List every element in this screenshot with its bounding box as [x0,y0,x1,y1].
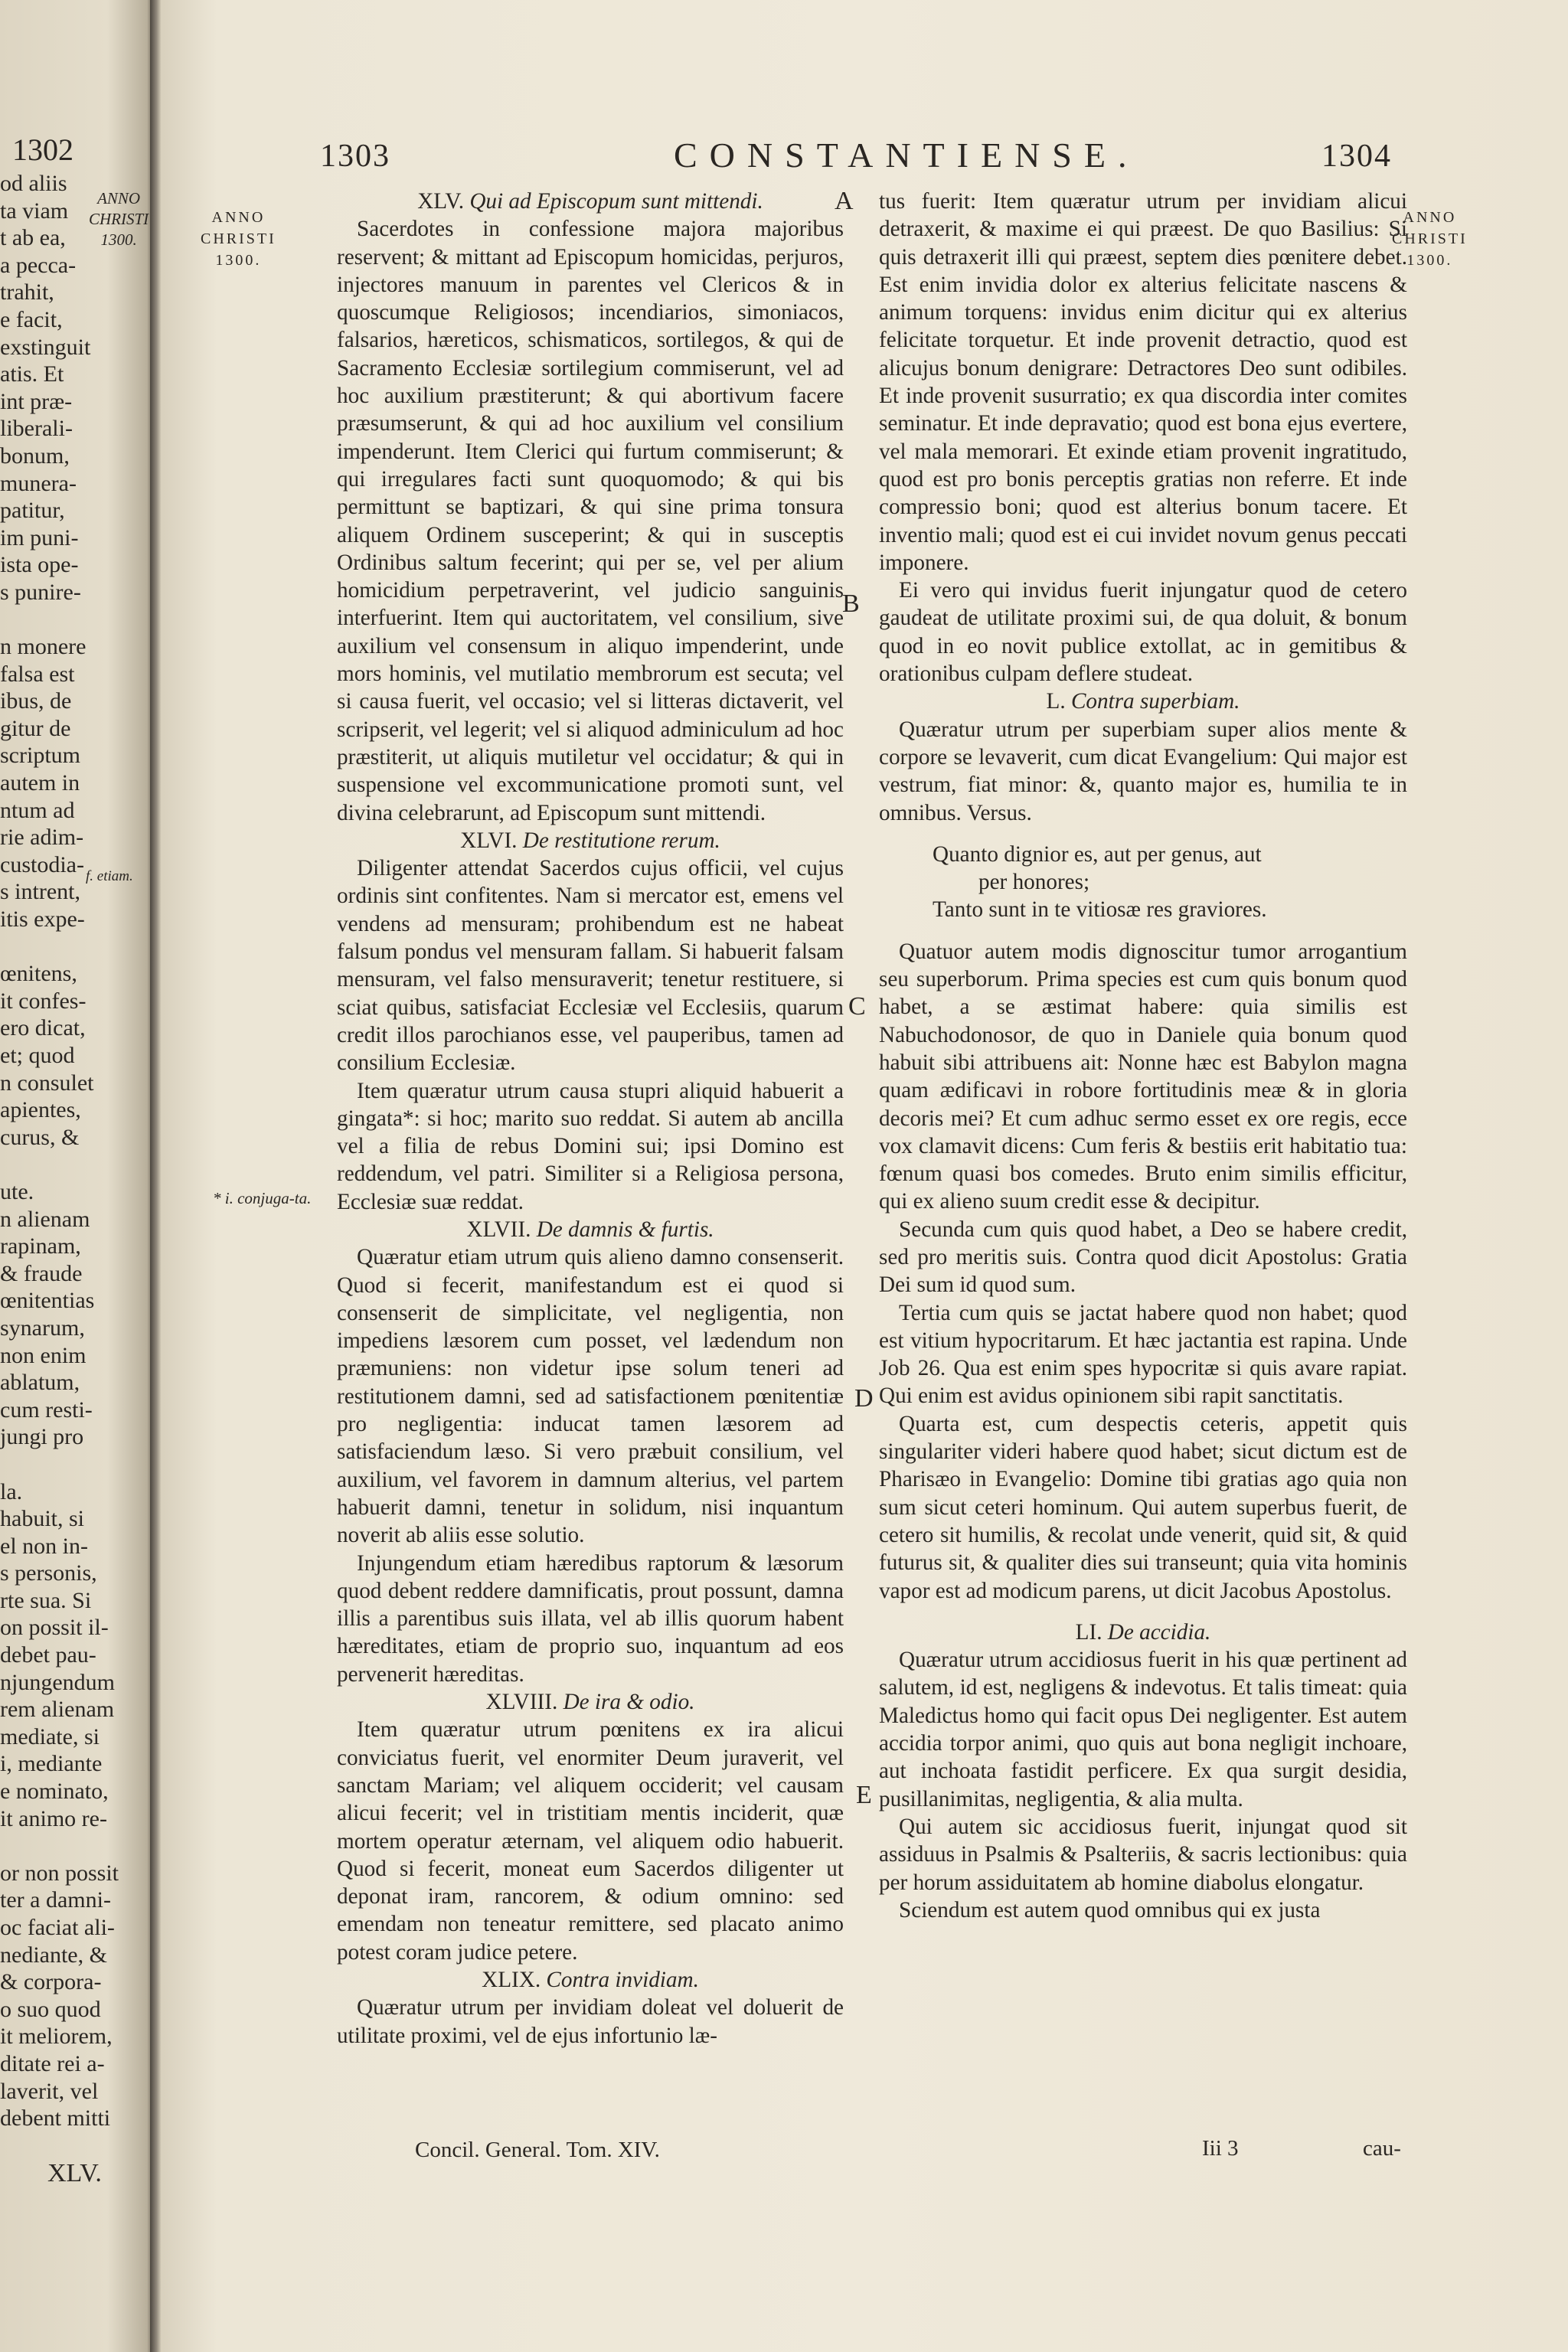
previous-page-line [0,606,145,634]
previous-page-line: falsa est [0,661,75,687]
previous-page-line: custodia- [0,851,84,877]
previous-page-line: el non in- [0,1533,88,1559]
paragraph: Injungendum etiam hæredibus raptorum & læsorum quod debent reddere damnificatis, prout possunt, damna illis a parentibus suis illata, vel ab illis quorum habent hæreditates, etiam de proprio suo, inquantum ad eos pervenerit hæreditas. [337,1550,844,1687]
previous-page-line: & corpora- [0,1969,102,1995]
previous-page-line: it animo re- [0,1805,107,1831]
previous-page-line: exstinguit [0,334,91,360]
previous-page-line: s intrent, [0,879,80,905]
right-text-column [879,188,1407,1924]
section-letter-a: A [835,187,854,215]
previous-page-line: debent mitti [0,2105,111,2132]
previous-page-footer: XLV. [47,2159,102,2187]
paragraph: Secunda cum quis quod habet, a Deo se habere credit, sed pro meritis suis. Contra quod dicit Apostolus: Gratia Dei sum id quod sum. [879,1217,1407,1298]
previous-page-note: f. etiam. [86,868,133,884]
previous-page-line: n alienam [0,1206,90,1232]
previous-page-line: synarum, [0,1315,85,1341]
previous-page-line: e nominato, [0,1779,109,1805]
left-page-number: 1303 [320,139,390,174]
anno-christi-left: ANNO CHRISTI 1300. [201,209,276,269]
previous-page-line: im puni- [0,524,79,550]
previous-page-line: mediate, si [0,1723,100,1749]
running-title: CONSTANTIENSE. [674,136,1139,175]
previous-page-line: non enim [0,1342,87,1368]
paragraph: tus fuerit: Item quæratur utrum per invidiam alicui detraxerit, & maxime ei qui præest. De quo Basilius: Si quis detraxerit illi qui præest, septem dies pœnitere debet. Est enim invidia dolor ex alterius felicitate nascens & animum torquens: invidus enim dicitur qui ex alterius felicitate torquetur. Et inde provenit detractio, quod est alicujus bonum denigrare: Detractores Deo sunt odibiles. Et inde provenit susurratio; ex qua discordia inter comites seminatur. Et inde depravatio; quod est bona ejus evertere, vel mala memorari. Et exinde etiam provenit ingratitudo, quod est pro bonis perceptis gratias non referre. Et inde compressio boni; quod est alterius bonum tacere. Et inventio mali; quod est ei cui invidet novum genus peccati imponere. [879,189,1407,575]
chapter-heading-50: L. Contra superbiam. [1046,689,1240,714]
signature-mark: Iii 3 [1202,2136,1239,2161]
anno-christi-right: ANNO CHRISTI 1300. [1392,209,1468,269]
chapter-heading-45: XLV. Qui ad Episcopum sunt mittendi. [417,189,763,214]
previous-page-line: debet pau- [0,1642,96,1668]
previous-page-line: a pecca- [0,252,77,278]
paragraph: Quatuor autem modis dignoscitur tumor arrogantium seu superborum. Prima species est cum quis bonum quod habet, a se æstimat habere: quia similis est Nabuchodonosor, de quo in Daniele quia bonum quod habuit sibi attribuens ait: Nonne hæc est Babylon magna quam ædificavi in robore fortitudinis meæ & in gloria decoris mei? Et cum adhuc sermo esset ex ore regis, ecce vox clamavit dicens: Cum feris & bestiis erit habitatio tua: fœnum quasi bos comedes. Bruto enim similis efficitur, qui ex alieno suum credit esse & decipitur. [879,939,1407,1214]
previous-page-line: rte sua. Si [0,1587,92,1613]
paragraph: Sciendum est autem quod omnibus qui ex justa [899,1897,1321,1922]
previous-page-line: n consulet [0,1070,94,1096]
previous-page-line: ditate rei a- [0,2050,105,2076]
previous-page-line [0,933,145,961]
previous-page-line: gitur de [0,715,71,741]
previous-page-line: rie adim- [0,825,84,851]
paragraph: Sacerdotes in confessione majora majoribus reservent; & mittant ad Episcopum homicidas, perjuros, injectores manuum in parentes vel Clericos & in quoscumque Religiosos; incendiarios, simoniacos, falsarios, hæreticos, schismaticos, sortilegos, & qui de Sacramento Ecclesiæ sortilegium commiserunt, vel ad hoc auxilium præstiterunt; & qui abortivum facere præsumserunt, & qui ad hoc auxilium vel consilium impenderunt. Item Clerici qui furtum commiserunt; & qui irregulares facti sunt quoquomodo; & qui bis permittunt se baptizari, & qui sine prima tonsura aliquem Ordinem susceperint; & qui in susceptis Ordinibus saltum fecerint; qui per se, vel per alium homicidium perpetraverint, vel judicio sanguinis interfuerint. Item qui auctoritatem, vel consilium, sive auxilium vel consensum in aliquo impenderint, unde mors hominis, vel mutilatio membrorum est secuta; vel si causa fuerit, vel occasio; vel si litteras dictaverit, vel scripserit, vel legerit; vel si aliquod adminiculum ad hoc præstiterit, ut aliquis mutiletur vel occidatur; & qui in suspensione vel excommunicatione promoti sunt, vel divina celebrarunt, ad Episcopum sunt mittendi. [337,217,844,825]
previous-page-line: njungendum [0,1669,115,1695]
chapter-heading-49: XLIX. Contra invidiam. [482,1968,699,1992]
volume-footer: Concil. General. Tom. XIV. [415,2138,660,2162]
previous-page-line: rem alienam [0,1697,115,1723]
previous-page-line: nediante, & [0,1942,107,1968]
previous-page-line: on possit il- [0,1615,109,1641]
previous-page-line: cum resti- [0,1396,93,1423]
chapter-heading-46: XLVI. De restitutione rerum. [460,828,720,853]
paragraph: Diligenter attendat Sacerdos cujus officii, vel cujus ordinis sint confitentes. Nam si mercator est, emens vel vendens ad mensuram; prohibendum est ne habeat falsum pondus vel mensuram fallam. Si habuerit falsam mensuram, vel falso mensuraverit; tenetur restituere, si sciat quibus, satisfaciat Ecclesiæ vel Ecclesiis, quarum credit illos parochianos esse, vel pauperibus, tamen ad consilium Ecclesiæ. [337,856,844,1076]
section-letter-b: B [842,590,860,618]
previous-page-line: itis expe- [0,906,85,933]
previous-page-line: habuit, si [0,1506,84,1532]
previous-page-line: s punire- [0,579,81,605]
paragraph: Qui autem sic accidiosus fuerit, injungat quod sit assiduus in Psalmis & Psalteriis, & sacris lectionibus: quia per horum assiduitatem ab homine diabolus elongatur. [879,1814,1407,1895]
previous-page-line [0,1832,145,1860]
previous-page-line: jungi pro [0,1424,84,1450]
section-letter-d: D [854,1384,874,1413]
paragraph: Item quæratur utrum causa stupri aliquid habuerit a gingata*: si hoc; marito suo reddat. Si autem ab ancilla vel a filia de rebus Domini sui; ipsi Domino est reddendum, vel patri. Similiter si a Religiosa persona, Ecclesiæ suæ reddat. [337,1078,844,1214]
previous-page-text [0,170,145,2132]
previous-page-line: int præ- [0,388,73,414]
book-spine [150,0,161,2352]
paragraph: Tertia cum quis se jactat habere quod non habet; quod est vitium hypocritarum. Et hæc jactantia est rapina. Unde Job 26. Qua est enim spes hypocritæ si quis avare rapiat. Qui enim est avidus opinionem sibi rapit sanctitatis. [879,1300,1407,1409]
previous-page-number: 1302 [12,132,74,167]
previous-page-line: ablatum, [0,1370,80,1396]
previous-page-line: la. [0,1478,23,1504]
previous-page-line: bonum, [0,443,70,469]
verse: Quanto dignior es, aut per genus, aut per honores; Tanto sunt in te vitiosæ res graviores. [933,841,1267,923]
previous-page-line: liberali- [0,416,73,442]
previous-page-line [0,1151,145,1178]
previous-page-line: apientes, [0,1097,81,1123]
previous-page-line: atis. Et [0,361,64,387]
previous-page-line: curus, & [0,1124,80,1150]
previous-page-line: ibus, de [0,688,72,714]
paragraph: Quæratur etiam utrum quis alieno damno consenserit. Quod si fecerit, manifestandum est ei quod si consenserit de simplicitate, vel negligentia, non impediens læsorem cum posset, vel lædendum non præmuniens: non videtur ipse solum teneri ad restitutionem damni, sed ad satisfactionem pœnitentiæ pro negligentia: inducat tamen læsorem ad satisfaciendum læso. Si vero præbuit consilium, vel auxilium, vel favorem in damnum alterius, vel partem habuerit damni, tenetur in solidum, nisi inquantum noverit ab aliis esse solutio. [337,1245,844,1548]
paragraph: Item quæratur utrum pœnitens ex ira alicui conviciatus fuerit, vel enormiter Deum juraverit, vel sanctam Mariam; vel aliquem occiderit; vel causam alicui fecerit; vel in tristitiam mentis inciderit, quæ mortem operatur æternam, vel aliquem odio habuerit. Quod si fecerit, moneat eum Sacerdos diligenter ut deponat iram, rancorem, & odium omnino: sed emendam non teneatur remittere, sed placato animo potest coram judice petere. [337,1717,844,1965]
previous-page-line: autem in [0,770,80,796]
previous-page-line: t ab ea, [0,225,66,251]
previous-page-line: rapinam, [0,1233,81,1259]
previous-page-line: œnitens, [0,961,77,987]
paragraph: Quæratur utrum accidiosus fuerit in his quæ pertinent ad salutem, id est, negligens & indevotus. Et talis timeat: quia Maledictus homo qui facit opus Dei negligenter. Est autem accidia torpor animi, quo quis aut bona negligit inchoare, aut inchoata fastidit perficere. Ex qua surgit desidia, pusillanimitas, negligentia, & alia multa. [879,1648,1407,1811]
previous-page-edge [0,0,153,2352]
previous-page-line: munera- [0,470,77,496]
previous-page-line: ero dicat, [0,1015,86,1041]
chapter-heading-48: XLVIII. De ira & odio. [485,1690,695,1715]
section-letter-c: C [848,992,866,1021]
previous-page-line: scriptum [0,743,80,769]
chapter-heading-51: LI. De accidia. [1075,1619,1211,1645]
previous-page-line: & fraude [0,1260,83,1286]
previous-page-line: ntum ad [0,797,75,823]
previous-page-line: e facit, [0,306,63,332]
previous-page-line: laverit, vel [0,2078,99,2104]
previous-page-line: ista ope- [0,552,79,578]
right-page-number: 1304 [1321,139,1392,174]
previous-page-line: it confes- [0,988,87,1014]
section-letter-e: E [856,1781,872,1809]
previous-page-line: s personis, [0,1560,97,1586]
previous-page-line: it meliorem, [0,2024,113,2050]
previous-page-line: et; quod [0,1043,75,1068]
previous-page-line: od aliis [0,171,67,196]
previous-page-line: trahit, [0,279,54,305]
catchword: cau- [1363,2136,1401,2161]
previous-page-line: ta viam [0,198,69,224]
previous-page-line: i, mediante [0,1751,103,1777]
paragraph: Ei vero qui invidus fuerit injungatur quod de cetero gaudeat de utilitate proximi sui, de qua doluit, & bonum quod in eo novit publice extollat, ac in gemitibus & orationibus culpam deflere studeat. [879,578,1407,687]
previous-page-anno: ANNO CHRISTI 1300. [89,189,149,249]
paragraph: Quæratur utrum per superbiam super alios mente & corpore se levaverit, cum dicat Evangelium: Qui major est vestrum, fiat minor: &, quanto major es, humilia te in omnibus. Versus. [879,717,1407,825]
marginal-note: * i. conjuga-ta. [213,1189,312,1207]
paragraph: Quarta est, cum despectis ceteris, appetit quis singulariter videri habere quod habet; sicut dictum est de Pharisæo in Evangelio: Domine tibi gratias ago quia non sum sicut ceteri hominum. Qui autem superbus fuerit, de cetero sit humilis, & recolat unde venerit, quid sit, & quid futurus sit, & qualiter dies sui transeunt; quia vita hominis vapor est ad modicum parens, ut dicit Jacobus Apostolus. [879,1411,1407,1603]
paragraph: Quæratur utrum per invidiam doleat vel doluerit de utilitate proximi, vel de ejus infortunio læ- [337,1995,844,2048]
chapter-heading-47: XLVII. De damnis & furtis. [466,1217,714,1242]
previous-page-line: o suo quod [0,1996,101,2022]
previous-page-line: oc faciat ali- [0,1915,115,1940]
left-text-column [337,188,844,2050]
previous-page-line: n monere [0,634,87,660]
previous-page-line: patitur, [0,498,65,524]
previous-page-line: œnitentias [0,1288,95,1314]
previous-page-line: ter a damni- [0,1887,111,1913]
previous-page-line: or non possit [0,1860,119,1886]
previous-page-line [0,1451,145,1478]
previous-page-line: ute. [0,1178,34,1204]
